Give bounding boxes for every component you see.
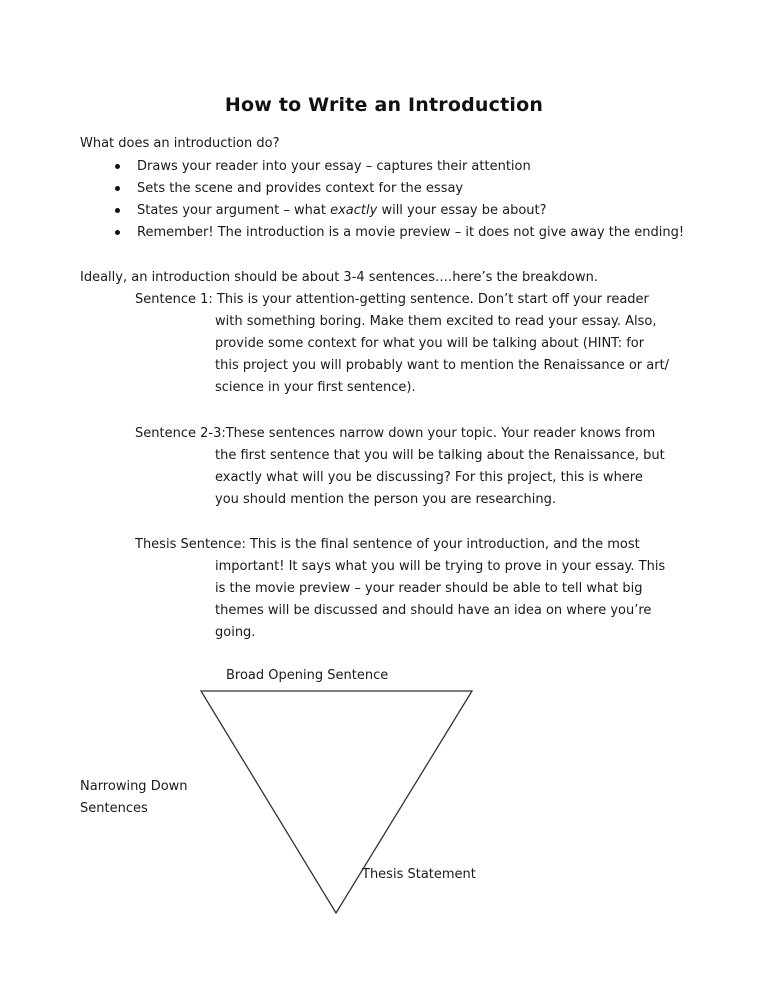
section-text: These sentences narrow down your topic. Your reader knows from	[225, 426, 656, 441]
section-label: Thesis Sentence:	[135, 537, 246, 552]
bullet-text-post: will your essay be about?	[377, 203, 547, 218]
section-line: you should mention the person you are researching.	[215, 492, 556, 507]
intro-question: What does an introduction do?	[80, 136, 280, 151]
section-line: with something boring. Make them excited to read your essay. Also,	[215, 314, 657, 329]
section-line: science in your first sentence).	[215, 380, 416, 395]
section-label: Sentence 2-3:	[135, 426, 226, 441]
section-text: This is the final sentence of your introduction, and the most	[245, 537, 640, 552]
diagram-side-label-line2: Sentences	[80, 801, 148, 816]
section-line: important! It says what you will be trying to prove in your essay. This	[215, 559, 666, 574]
diagram-bottom-label: Thesis Statement	[362, 867, 476, 882]
bullet-text: Remember! The introduction is a movie preview – it does not give away the ending!	[137, 225, 685, 240]
section-line: is the movie preview – your reader should be able to tell what big	[215, 581, 643, 596]
page-title: How to Write an Introduction	[224, 94, 544, 116]
section-label: Sentence 1:	[135, 292, 213, 307]
section-line: provide some context for what you will be talking about (HINT: for	[215, 336, 645, 351]
section-text: This is your attention-getting sentence. Don’t start off your reader	[212, 292, 649, 307]
breakdown-intro: Ideally, an introduction should be about 3-4 sentences….here’s the breakdown.	[80, 270, 599, 285]
bullet-text-emphasis: exactly	[330, 203, 378, 218]
section-line: going.	[215, 625, 256, 640]
bullet-text-pre: States your argument – what	[137, 203, 331, 218]
section-line: exactly what will you be discussing? For this project, this is where	[215, 470, 643, 485]
bullet-text: Draws your reader into your essay – captures their attention	[137, 159, 531, 174]
diagram-top-label: Broad Opening Sentence	[226, 668, 389, 683]
bullet-text: Sets the scene and provides context for the essay	[137, 181, 464, 196]
section-line: this project you will probably want to mention the Renaissance or art/	[215, 358, 670, 373]
diagram-side-label-line1: Narrowing Down	[80, 779, 188, 794]
section-line: themes will be discussed and should have an idea on where you’re	[215, 603, 652, 618]
section-line: the first sentence that you will be talking about the Renaissance, but	[215, 448, 665, 463]
